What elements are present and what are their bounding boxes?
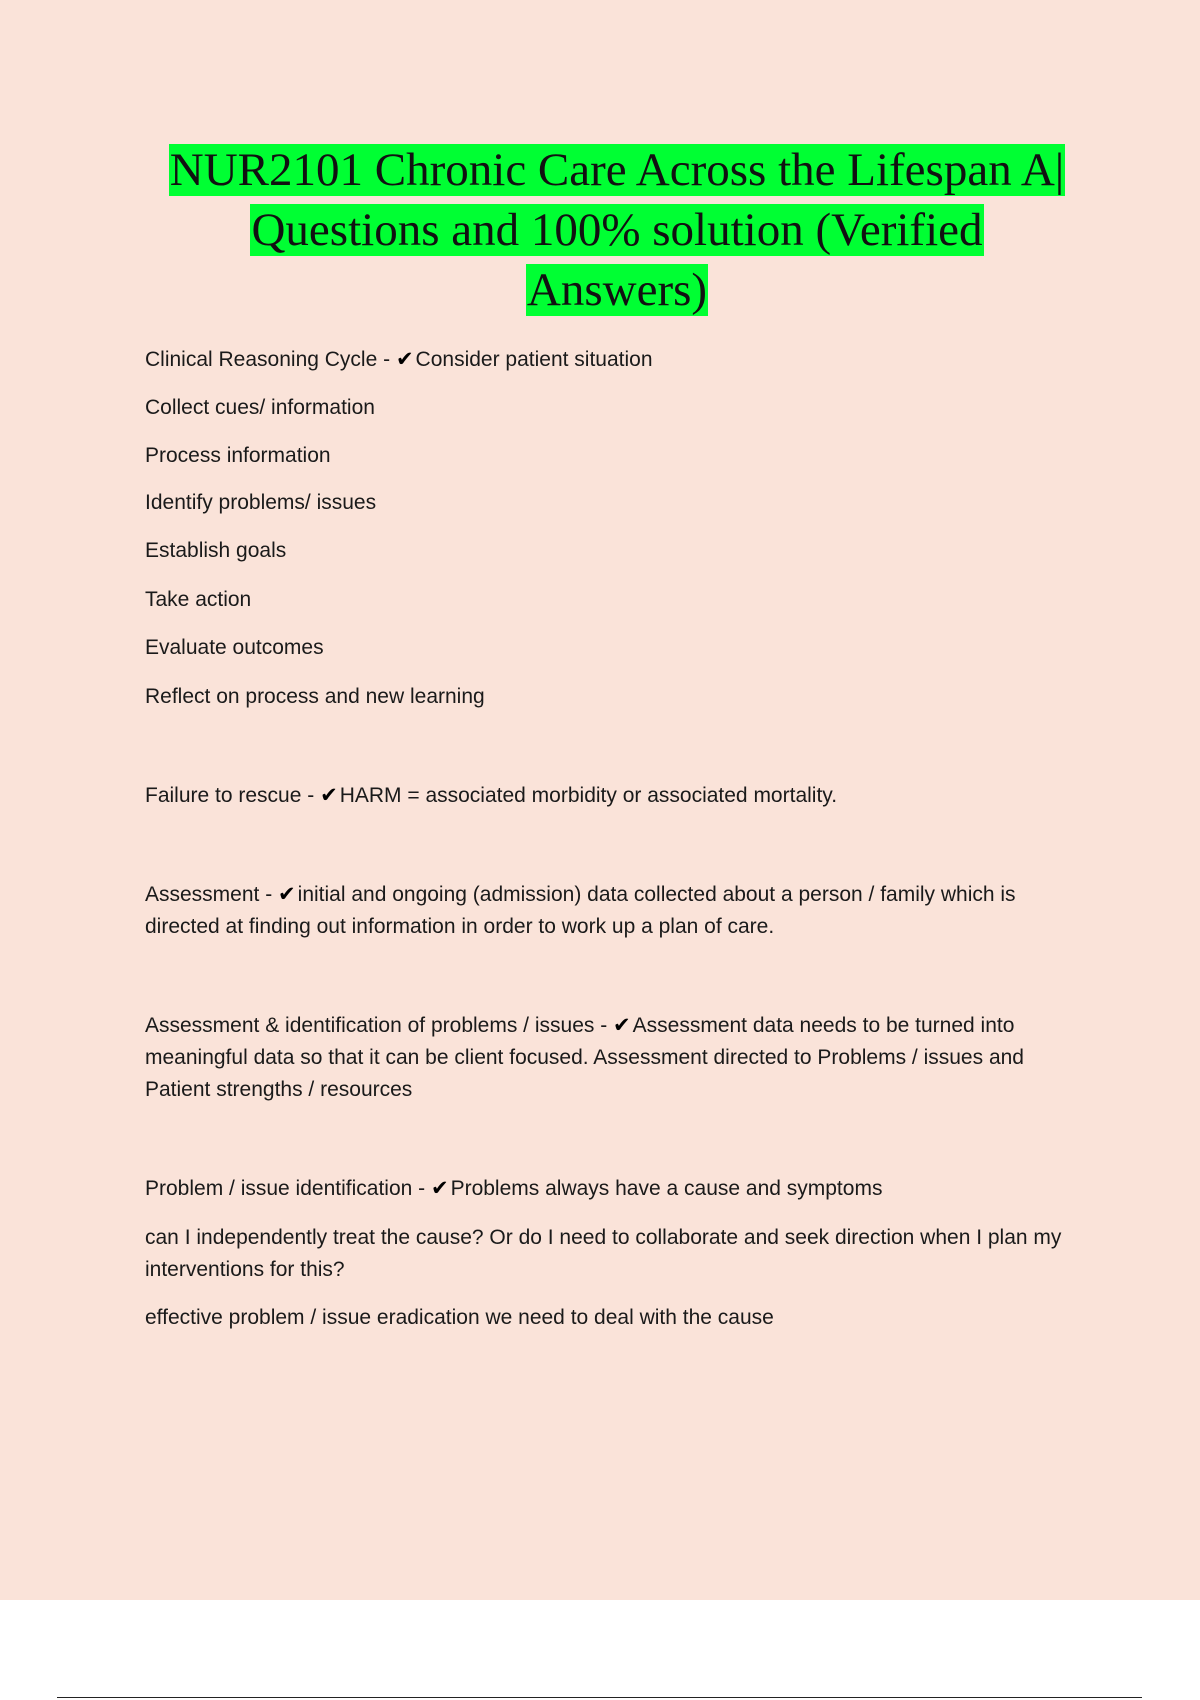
title-line-3: Answers): [526, 264, 708, 316]
reasoning-step: Evaluate outcomes: [145, 636, 324, 659]
reasoning-cycle-term: Clinical Reasoning Cycle -: [145, 348, 396, 371]
reasoning-step: Process information: [145, 444, 331, 467]
problem-identification-entry: [145, 1173, 1085, 1205]
assessment-answer: initial and ongoing (admission) data collected about a person / family which is directed at finding out information in order to work up a plan of care.: [145, 883, 1016, 938]
checkmark-icon: ✔: [278, 883, 296, 906]
checkmark-icon: ✔: [320, 784, 338, 807]
assessment-identification-term: Assessment & identification of problems / issues -: [145, 1014, 614, 1037]
reasoning-cycle-answer: Consider patient situation: [415, 348, 653, 371]
problem-identification-term: Problem / issue identification -: [145, 1177, 431, 1200]
assessment-entry: [145, 879, 1085, 943]
checkmark-icon: ✔: [430, 1177, 449, 1200]
checkmark-icon: ✔: [613, 1014, 631, 1037]
reasoning-step: Establish goals: [145, 539, 287, 562]
checkmark-icon: ✔: [395, 348, 414, 371]
footer-divider: [57, 1697, 1142, 1698]
reasoning-cycle-entry: [145, 344, 1085, 376]
reasoning-step: Take action: [145, 588, 252, 611]
problem-identification-note: effective problem / issue eradication we need to deal with the cause: [145, 1306, 774, 1329]
assessment-term: Assessment -: [145, 883, 279, 906]
assessment-identification-entry: [145, 1010, 1085, 1106]
reasoning-step: Identify problems/ issues: [145, 491, 377, 514]
problem-identification-answer: Problems always have a cause and symptoms: [450, 1177, 883, 1200]
problem-identification-note: can I independently treat the cause? Or do I need to collaborate and seek direction when I plan my interventions for this?: [145, 1226, 1062, 1281]
reasoning-step: Collect cues/ information: [145, 396, 375, 419]
failure-to-rescue-term: Failure to rescue -: [145, 784, 321, 807]
failure-to-rescue-entry: [145, 780, 1085, 812]
assessment-identification-answer: Assessment data needs to be turned into meaningful data so that it can be client focused. Assessment directed to Problems / issues and Patient strengths / resources: [145, 1014, 1024, 1101]
title-line-2: Questions and 100% solution (Verified: [251, 204, 983, 256]
failure-to-rescue-answer: HARM = associated morbidity or associated mortality.: [339, 784, 838, 807]
reasoning-step: Reflect on process and new learning: [145, 685, 485, 708]
title-line-1: NUR2101 Chronic Care Across the Lifespan A|: [169, 144, 1065, 196]
document-title: [120, 140, 1114, 320]
